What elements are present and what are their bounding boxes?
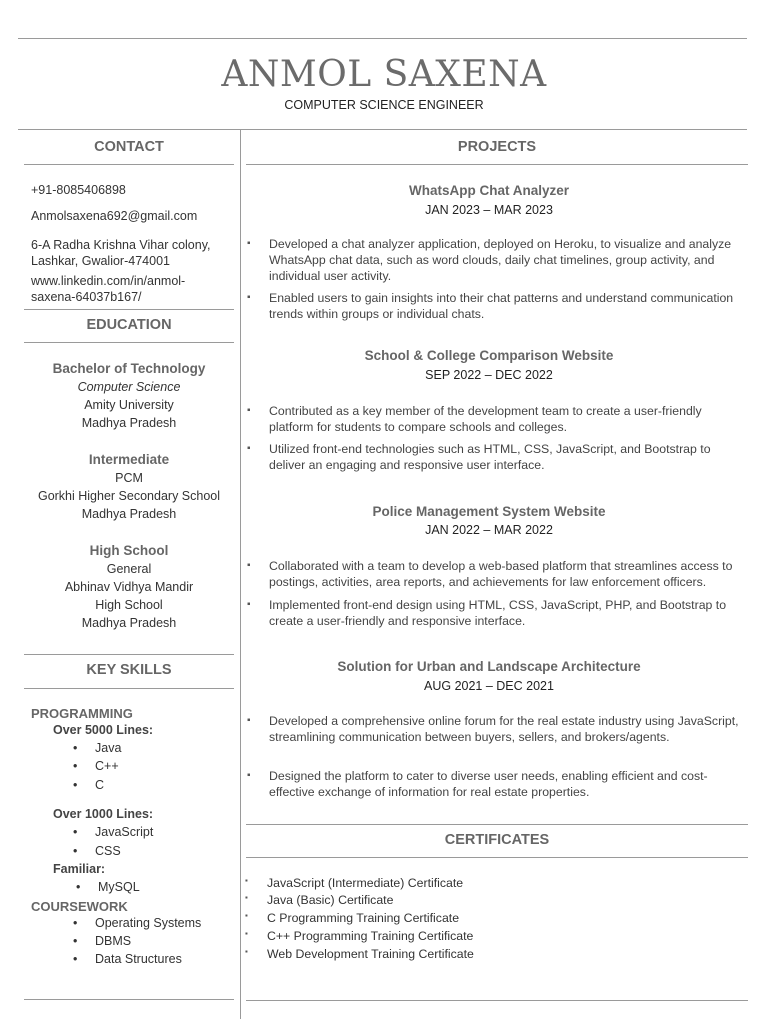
certificate-item: ▪ Web Development Training Certificate <box>245 947 474 961</box>
contact-heading: CONTACT <box>94 139 164 155</box>
education-school: Amity University <box>84 398 174 412</box>
skill-item: • C <box>95 778 104 792</box>
skill-item: • Java <box>95 741 121 755</box>
skills-over1000-label: Over 1000 Lines: <box>53 807 154 821</box>
top-divider <box>18 38 747 39</box>
contact-divider <box>24 164 234 165</box>
skills-over5000-label: Over 5000 Lines: <box>53 723 154 737</box>
certificate-item: ▪ Java (Basic) Certificate <box>245 893 394 907</box>
skill-item: • MySQL <box>98 880 140 894</box>
project-date: AUG 2021 – DEC 2021 <box>424 679 554 693</box>
certificate-item: ▪ C++ Programming Training Certificate <box>245 929 474 943</box>
skills-programming-label: PROGRAMMING <box>31 706 133 721</box>
education-degree: High School <box>89 543 169 558</box>
left-bottom-divider <box>24 999 234 1000</box>
contact-email: Anmolsaxena692@gmail.com <box>31 209 198 223</box>
project-bullet: ▪ Collaborated with a team to develop a web-based platform that streamlines access to postings, activities, area reports, and achievements for law enforcement officers. <box>247 559 733 589</box>
certificates-top-divider <box>246 824 748 825</box>
project-bullet: ▪ Utilized front-end technologies such as HTML, CSS, JavaScript, and Bootstrap to deliver an engaging and responsive user interface. <box>247 442 711 472</box>
column-divider <box>240 129 241 1019</box>
education-extra: High School <box>95 598 163 612</box>
skills-coursework-label: COURSEWORK <box>31 899 128 914</box>
certificate-item: ▪ JavaScript (Intermediate) Certificate <box>245 876 464 890</box>
education-field: General <box>106 562 152 576</box>
skills-top-divider <box>24 654 234 655</box>
project-title: Police Management System Website <box>372 504 606 519</box>
resume-title: COMPUTER SCIENCE ENGINEER <box>284 98 484 112</box>
education-place: Madhya Pradesh <box>81 416 177 430</box>
certificates-heading: CERTIFICATES <box>444 832 550 848</box>
education-place: Madhya Pradesh <box>81 507 177 521</box>
projects-heading: PROJECTS <box>457 139 537 155</box>
project-title: WhatsApp Chat Analyzer <box>408 183 570 198</box>
project-bullet: ▪ Developed a comprehensive online forum for the real estate industry using JavaScript, streamlining communication between buyers, sellers, and brokers/agents. <box>247 714 739 744</box>
contact-linkedin-line2: saxena-64037b167/ <box>31 290 142 304</box>
coursework-item: • Operating Systems <box>95 916 201 930</box>
contact-linkedin-line1: www.linkedin.com/in/anmol- <box>31 274 186 288</box>
education-school: Gorkhi Higher Secondary School <box>37 489 221 503</box>
certificates-divider <box>246 857 748 858</box>
project-bullet: ▪ Designed the platform to cater to diverse user needs, enabling efficient and cost-effective exchange of information for real estate properties. <box>247 769 708 799</box>
education-school: Abhinav Vidhya Mandir <box>64 580 194 594</box>
project-bullet: ▪ Developed a chat analyzer application, deployed on Heroku, to visualize and analyze WhatsApp chat data, such as word clouds, daily chat timelines, group activity, and individual user activity. <box>247 237 732 283</box>
project-date: SEP 2022 – DEC 2022 <box>425 368 553 382</box>
education-divider <box>24 342 234 343</box>
project-bullet: ▪ Enabled users to gain insights into their chat patterns and understand communication trends within groups or individual chats. <box>247 291 734 321</box>
education-top-divider <box>24 309 234 310</box>
project-date: JAN 2023 – MAR 2023 <box>425 203 553 217</box>
project-date: JAN 2022 – MAR 2022 <box>425 523 553 537</box>
skill-item: • CSS <box>95 844 121 858</box>
skills-divider <box>24 688 234 689</box>
education-heading: EDUCATION <box>86 317 172 333</box>
skill-item: • C++ <box>95 759 119 773</box>
project-bullet: ▪ Implemented front-end design using HTML, CSS, JavaScript, PHP, and Bootstrap to create a user-friendly and responsive interface. <box>247 598 727 628</box>
skills-heading: KEY SKILLS <box>86 662 172 678</box>
coursework-item: • Data Structures <box>95 952 182 966</box>
coursework-item: • DBMS <box>95 934 131 948</box>
contact-address-line1: 6-A Radha Krishna Vihar colony, <box>31 238 211 252</box>
project-title: School & College Comparison Website <box>364 348 614 363</box>
education-degree: Intermediate <box>88 452 170 467</box>
projects-divider <box>246 164 748 165</box>
education-field: PCM <box>115 471 143 485</box>
resume-name: ANMOL SAXENA <box>221 54 547 95</box>
project-title: Solution for Urban and Landscape Architecture <box>337 659 641 674</box>
contact-address-line2: Lashkar, Gwalior-474001 <box>31 254 170 268</box>
education-field: Computer Science <box>77 380 181 394</box>
project-bullet: ▪ Contributed as a key member of the development team to create a user-friendly platform for students to compare schools and colleges. <box>247 404 702 434</box>
skill-item: • JavaScript <box>95 825 153 839</box>
header-divider <box>18 129 747 130</box>
education-place: Madhya Pradesh <box>81 616 177 630</box>
education-degree: Bachelor of Technology <box>52 361 206 376</box>
contact-phone: +91-8085406898 <box>31 183 126 197</box>
skills-familiar-label: Familiar: <box>53 862 106 876</box>
right-bottom-divider <box>246 1000 748 1001</box>
certificate-item: ▪ C Programming Training Certificate <box>245 911 460 925</box>
